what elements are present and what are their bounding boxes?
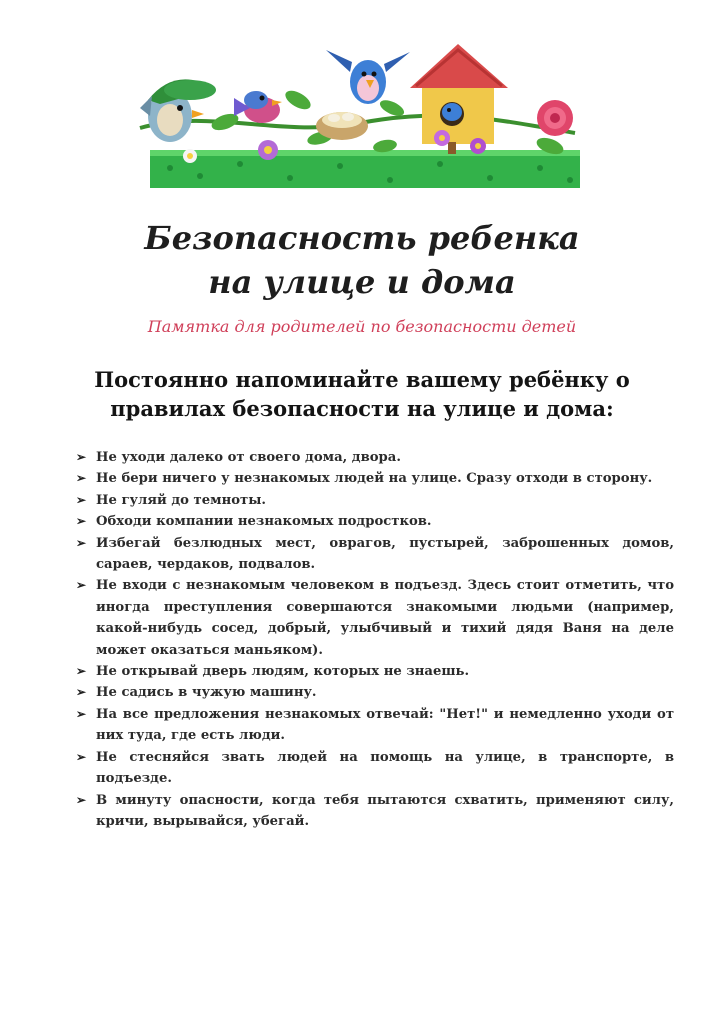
garden-birds-birdhouse-illustration [130,38,582,190]
arrow-bullet-icon: ➢ [76,535,87,550]
arrow-bullet-icon: ➢ [76,749,87,764]
list-item [76,575,674,661]
list-item [76,468,674,489]
rule-text: Не бери ничего у незнакомых людей на улице. Сразу отходи в сторону. [96,471,653,487]
page-title [0,216,724,304]
list-item [76,747,674,790]
arrow-bullet-icon: ➢ [76,706,87,721]
arrow-bullet-icon: ➢ [76,492,87,507]
arrow-bullet-icon: ➢ [76,685,87,700]
rule-text: На все предложения незнакомых отвечай: "Нет!" и немедленно уходи от них туда, где есть люди. [96,706,674,744]
heading-line-1: Постоянно напоминайте вашему ребёнку о [94,367,630,392]
rule-text: Не открывай дверь людям, которых не знаешь. [96,664,470,680]
rule-text: Избегай безлюдных мест, оврагов, пустырей, заброшенных домов, сараев, чердаков, подвалов. [96,535,674,573]
list-item [76,490,674,511]
arrow-bullet-icon: ➢ [76,664,87,679]
arrow-bullet-icon: ➢ [76,514,87,529]
rule-text: Обходи компании незнакомых подростков. [96,514,432,530]
heading-line-2: правилах безопасности на улице и дома: [110,396,614,421]
safety-rules-list [76,447,674,832]
arrow-bullet-icon: ➢ [76,471,87,486]
subtitle: Памятка для родителей по безопасности детей [147,317,577,336]
arrow-bullet-icon: ➢ [76,578,87,593]
section-heading [0,365,724,423]
list-item [76,682,674,703]
rule-text: Не гуляй до темноты. [96,492,267,508]
arrow-bullet-icon: ➢ [76,450,87,464]
list-item [76,511,674,532]
rule-text: Не входи с незнакомым человеком в подъезд. Здесь стоит отметить, что иногда преступления совершаются знакомыми людьми (например, какой-нибудь сосед, добрый, улыбчивый и тихий дядя Ваня на деле может оказаться маньяком). [96,578,674,658]
list-item [76,790,674,833]
list-item [76,704,674,747]
list-item [76,533,674,576]
list-item [76,447,674,468]
title-line-2: на улице и дома [208,263,516,301]
title-line-1: Безопасность ребенка [144,219,580,257]
rule-text: В минуту опасности, когда тебя пытаются схватить, применяют силу, кричи, вырывайся, убегай. [96,792,674,829]
arrow-bullet-icon: ➢ [76,792,87,807]
list-item [76,661,674,682]
rule-text: Не стесняйся звать людей на помощь на улице, в транспорте, в подъезде. [96,749,674,787]
rule-text: Не уходи далеко от своего дома, двора. [96,450,401,465]
rule-text: Не садись в чужую машину. [96,685,317,701]
